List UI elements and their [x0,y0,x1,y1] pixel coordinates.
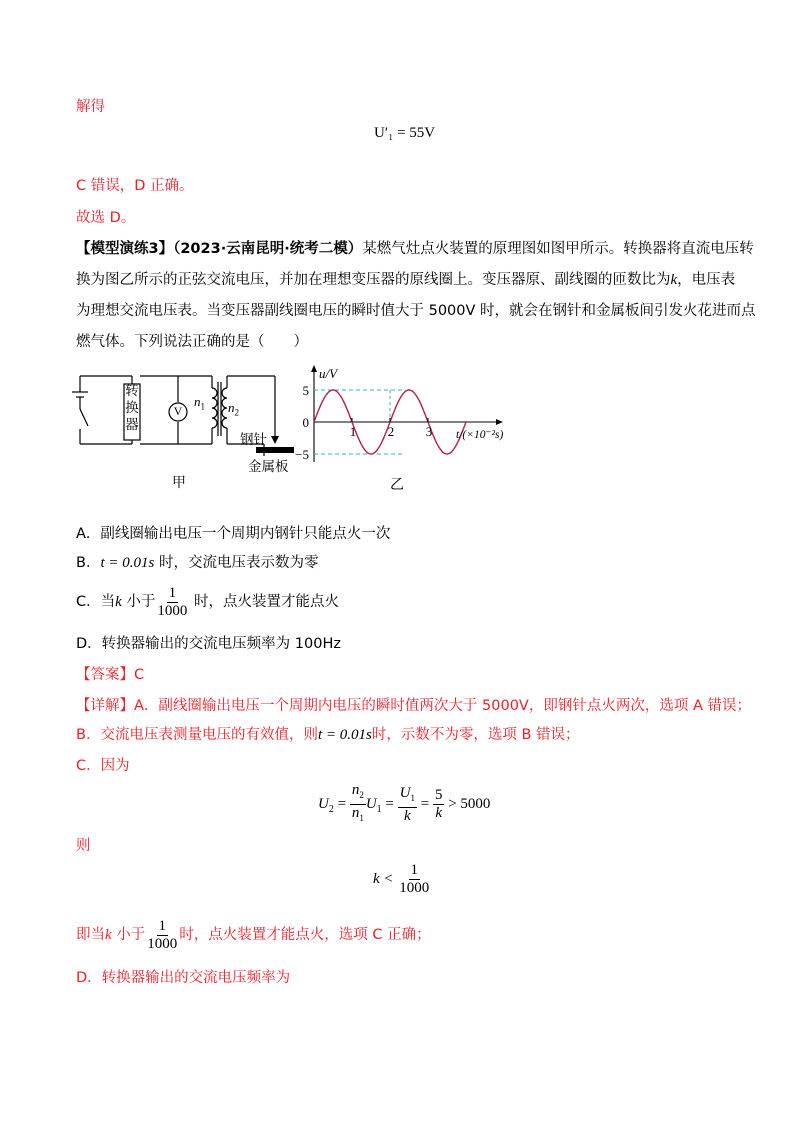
question-text-2: 换为图乙所示的正弦交流电压，并加在理想变压器的原线圈上。变压器原、副线圈的匝数比为 [76,272,671,288]
choose-text: 故选 D。 [76,210,136,226]
detail-c-fraction: $\frac{1}{1000}$ [147,917,178,952]
y-tick-label: 0 [302,415,309,430]
converter-char-2: 换 [125,400,139,416]
answer-label: 【答案】C [76,667,145,683]
k-symbol: k [670,272,678,288]
x-axis-arrow [496,419,503,425]
y-tick-label: −5 [295,447,309,462]
voltmeter-symbol: V [173,404,183,418]
question-line-3: 为理想交流电压表。当变压器副线圈电压的瞬时值大于 5000V 时，就会在钢针和金属板间引发火花进而点 [76,303,756,319]
x-tick-label: 2 [387,424,395,439]
detail-c-conclusion: 即当k 小于 $\frac{1}{1000}$ 时，点火装置才能点火，选项 C 正确； [76,917,431,952]
converter-label [125,383,139,434]
plate-label: 金属板 [248,459,289,475]
question-line-1 [76,239,754,259]
detail-d-label: D．转换器输出的交流电压频率为 [76,970,291,986]
detail-c-label: C．因为 [76,758,130,774]
then-label: 则 [76,838,91,854]
n1-label: $n_1$ [194,394,205,412]
option-c-fraction: $\frac{1}{1000}$ [157,584,188,619]
caption-yi: 乙 [390,477,404,493]
x-axis-label: t/(×10⁻²s) [456,429,504,441]
question-text-2-tail: ，电压表 [677,272,736,288]
solve-label: 解得 [76,99,105,115]
y-tick-label: 5 [302,383,309,398]
equation-u1: U′₁ = 55V [374,125,436,141]
conclusion-text: C 错误，D 正确。 [76,178,194,194]
x-tick-label: 1 [349,424,357,439]
question-text-1: 某燃气灶点火装置的原理图如图甲所示。转换器将直流电压转 [362,241,754,257]
question-line-2 [76,270,735,290]
option-c: C．当k 小于 $\frac{1}{1000}$ 时，点火装置才能点火 [76,584,340,619]
y-axis-arrow [311,365,317,372]
option-b: B．t = 0.01s 时，交流电压表示数为零 [76,555,319,571]
caption-jia: 甲 [172,475,186,491]
converter-char-3: 器 [125,417,139,433]
equation-k: k < $\frac{1}{1000}$ [373,862,430,896]
option-a: A．副线圈输出电压一个周期内钢针只能点火一次 [76,526,391,542]
equation-u2: $U_2$ = $\frac{n_2}{n_1}$ $U_1$ = $\frac{U_1}{k}$ = $\frac{5}{k}$ > 5000 [318,782,491,824]
option-b-equation: t = 0.01s [100,555,155,571]
needle-label: 钢针 [240,432,267,448]
x-tick-label: 3 [425,424,433,439]
sine-chart-yi [288,362,520,492]
n2-label: $n_2$ [228,400,239,418]
y-axis-label: u/V [319,366,338,381]
question-source: （2023·云南昆明·统考二模） [173,241,363,257]
option-d: D．转换器输出的交流电压频率为 100Hz [76,636,341,652]
converter-char-1: 转 [125,383,139,399]
question-line-4: 燃气体。下列说法正确的是（ ） [76,334,308,350]
detail-b: B．交流电压表测量电压的有效值，则t = 0.01s时，示数不为零，选项 B 错误； [76,727,580,743]
question-tag: 【模型演练3】 [76,241,174,257]
detail-a: 【详解】A．副线圈输出电压一个周期内电压的瞬时值两次大于 5000V，即钢针点火两次，选项 A 错误； [76,698,751,714]
